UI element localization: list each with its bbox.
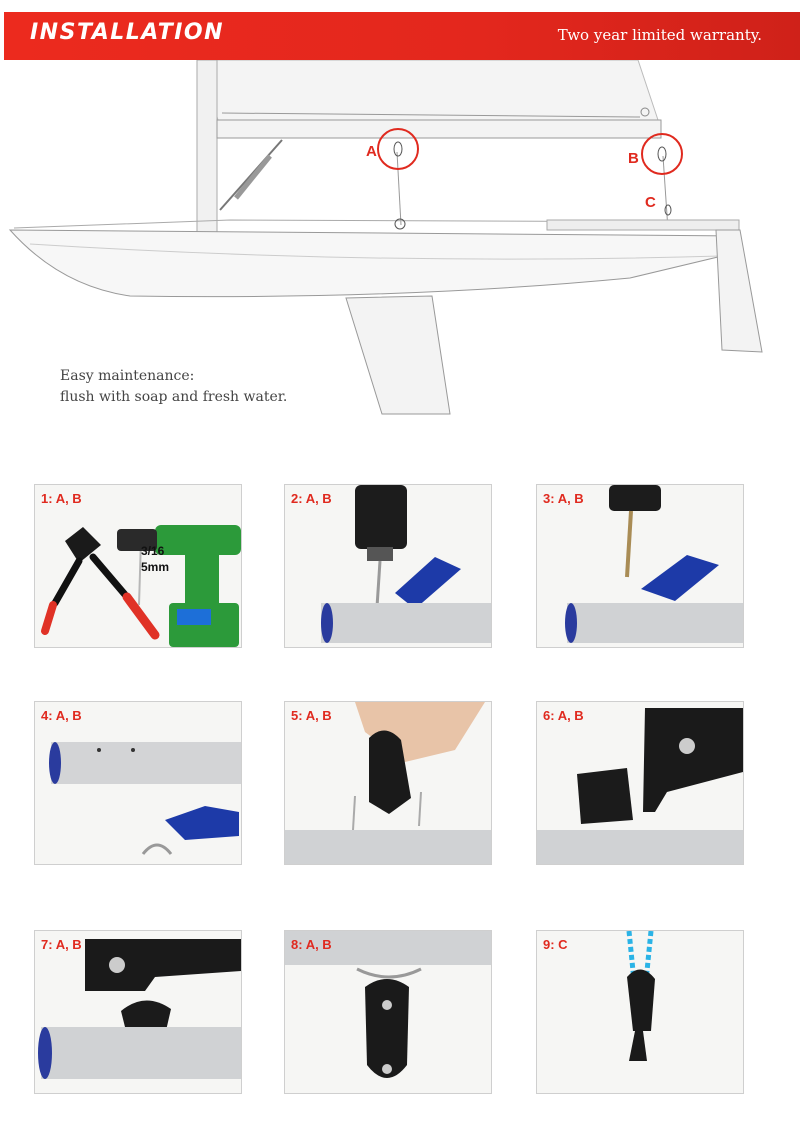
marker-a: A (366, 143, 377, 160)
step-7-panel (34, 930, 242, 1094)
step-7-photo (35, 931, 241, 1093)
step-1-photo (35, 485, 241, 647)
maintenance-line-1: Easy maintenance: (60, 368, 195, 384)
step-4-panel (34, 701, 242, 865)
step-4-label: 4: A, B (41, 708, 82, 723)
page-title: INSTALLATION (30, 20, 225, 45)
marker-b: B (628, 150, 639, 167)
drill-size-mm: 5mm (141, 560, 170, 574)
step-5-label: 5: A, B (291, 708, 332, 723)
step-9-photo (537, 931, 743, 1093)
step-7-label: 7: A, B (41, 937, 82, 952)
step-1-label: 1: A, B (41, 491, 82, 506)
step-8-label: 8: A, B (291, 937, 332, 952)
drill-size-label (141, 543, 169, 575)
step-5-panel (284, 701, 492, 865)
drill-size-inch: 3/16 (141, 544, 165, 558)
maintenance-line-2: flush with soap and fresh water. (60, 389, 288, 405)
step-1-panel (34, 484, 242, 648)
step-3-photo (537, 485, 743, 647)
marker-c: C (645, 194, 656, 211)
step-8-panel (284, 930, 492, 1094)
step-5-photo (285, 702, 491, 864)
maintenance-note (60, 366, 287, 408)
step-9-label: 9: C (543, 937, 568, 952)
step-8-photo (285, 931, 491, 1093)
header-banner (4, 12, 800, 60)
step-9-panel (536, 930, 744, 1094)
step-2-panel (284, 484, 492, 648)
step-2-photo (285, 485, 491, 647)
step-2-label: 2: A, B (291, 491, 332, 506)
step-6-label: 6: A, B (543, 708, 584, 723)
step-3-panel (536, 484, 744, 648)
step-3-label: 3: A, B (543, 491, 584, 506)
step-6-photo (537, 702, 743, 864)
warranty-text: Two year limited warranty. (557, 26, 762, 44)
step-6-panel (536, 701, 744, 865)
step-4-photo (35, 702, 241, 864)
